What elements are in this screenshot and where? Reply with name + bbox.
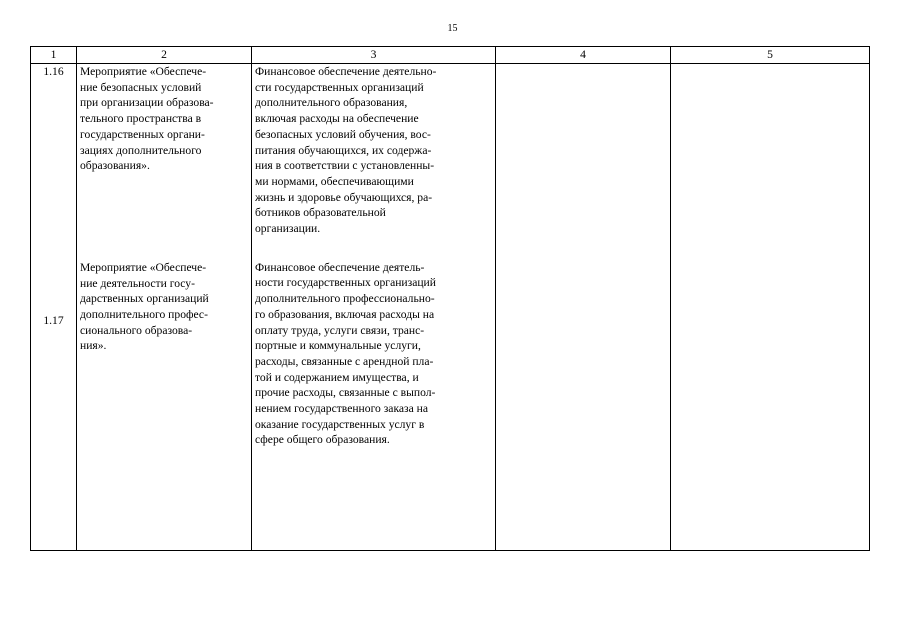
text-line: включая расходы на обеспечение bbox=[255, 112, 419, 126]
text-line: расходы, связанные с арендной пла- bbox=[255, 354, 434, 368]
description-cell bbox=[252, 64, 496, 551]
description-1716 bbox=[255, 64, 492, 237]
text-line: государственных органи- bbox=[80, 127, 205, 141]
text-line: ния в соответствии с установленны- bbox=[255, 159, 435, 173]
text-line: безопасных условий обучения, вос- bbox=[255, 127, 431, 141]
text-line: прочие расходы, связанные с выпол- bbox=[255, 386, 436, 400]
text-line: сти государственных организаций bbox=[255, 80, 424, 94]
text-line: ние безопасных условий bbox=[80, 80, 202, 94]
text-line: Мероприятие «Обеспече- bbox=[80, 65, 207, 78]
row-number-text: 1.17 bbox=[43, 313, 64, 327]
text-line: той и содержанием имущества, и bbox=[255, 370, 419, 384]
text-line: ния». bbox=[80, 339, 107, 353]
text-line: жизнь и здоровье обучающихся, ра- bbox=[255, 190, 433, 204]
text-line: Мероприятие «Обеспече- bbox=[80, 260, 207, 274]
header-col-3: 3 bbox=[252, 47, 496, 64]
text-line: дополнительного профессионально- bbox=[255, 292, 435, 306]
text-line: при организации образова- bbox=[80, 96, 214, 110]
text-line: питания обучающихся, их содержа- bbox=[255, 143, 432, 157]
text-line: образования». bbox=[80, 159, 150, 173]
text-line: организации. bbox=[255, 222, 321, 236]
text-line: ние деятельности госу- bbox=[80, 276, 195, 290]
col-4-cell bbox=[496, 64, 671, 551]
text-line: дарственных организаций bbox=[80, 292, 209, 306]
event-name-1716 bbox=[80, 64, 248, 174]
text-line: дополнительного профес- bbox=[80, 308, 208, 322]
header-col-2: 2 bbox=[77, 47, 252, 64]
text-line: ности государственных организаций bbox=[255, 276, 436, 290]
text-line: Финансовое обеспечение деятель- bbox=[255, 260, 425, 274]
event-name-cell bbox=[77, 64, 252, 551]
header-col-4: 4 bbox=[496, 47, 671, 64]
text-line: сионального образова- bbox=[80, 323, 193, 337]
event-name-1717 bbox=[80, 260, 248, 354]
table-header-row bbox=[31, 47, 870, 64]
text-line: го образования, включая расходы на bbox=[255, 307, 435, 321]
text-line: ботников образовательной bbox=[255, 206, 386, 220]
table-row bbox=[31, 64, 870, 551]
col-5-cell bbox=[671, 64, 870, 551]
text-line: ми нормами, обеспечивающими bbox=[255, 174, 414, 188]
text-line: тельного пространства в bbox=[80, 112, 202, 126]
text-line: зациях дополнительного bbox=[80, 143, 202, 157]
page-number: 15 bbox=[447, 23, 458, 34]
text-line: Финансовое обеспечение деятельно- bbox=[255, 65, 437, 78]
text-line: оплату труда, услуги связи, транс- bbox=[255, 323, 425, 337]
text-line: оказание государственных услуг в bbox=[255, 417, 425, 431]
document-table bbox=[30, 46, 870, 551]
description-1717 bbox=[255, 260, 492, 448]
text-line: дополнительного образования, bbox=[255, 96, 408, 110]
row-number-text: 1.16 bbox=[43, 65, 64, 78]
row-number bbox=[31, 64, 77, 551]
header-col-1: 1 bbox=[31, 47, 77, 64]
header-col-5: 5 bbox=[671, 47, 870, 64]
text-line: нением государственного заказа на bbox=[255, 402, 429, 416]
text-line: сфере общего образования. bbox=[255, 433, 390, 447]
text-line: портные и коммунальные услуги, bbox=[255, 339, 421, 353]
